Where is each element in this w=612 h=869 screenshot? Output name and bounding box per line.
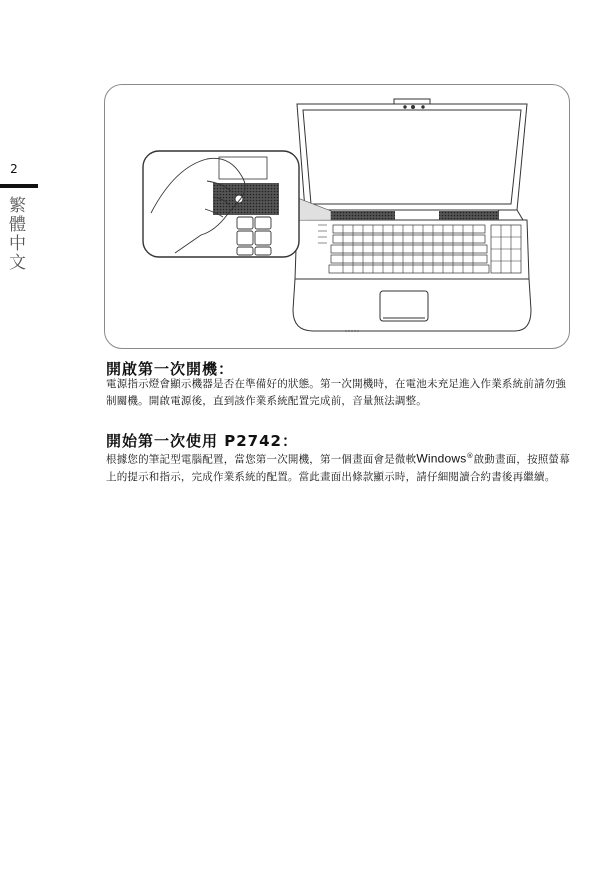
body-text-start: 根據您的筆記型電腦配置，當您第一次開機，第一個畫面會是微軟 (106, 453, 417, 466)
sidebar-divider (0, 184, 38, 188)
zoom-inset (143, 151, 331, 257)
laptop-lid (297, 99, 527, 210)
keyboard-keys (329, 225, 521, 273)
body-text-end: 啟動畫面，按照螢幕上的提示和指示，完成作業系統的配置。當此畫面出條款顯示時，請仔細閱讀合約書後再繼續。 (106, 453, 570, 483)
model-name: P2742 (224, 432, 282, 450)
right-speaker (439, 211, 499, 220)
section-heading-first-boot: 開啟第一次開機： (106, 360, 235, 378)
heading-suffix: ： (281, 432, 298, 450)
section-body-first-use (106, 448, 572, 486)
laptop-illustration (104, 84, 570, 349)
page-number: 2 (10, 162, 18, 176)
laptop-drawing (105, 85, 571, 350)
registered-mark: ® (466, 452, 474, 460)
heading-prefix: 開始第一次使用 (106, 432, 225, 450)
windows-brand: Windows (416, 451, 467, 466)
section-body-first-boot: 電源指示燈會顯示機器是否在準備好的狀態。第一次開機時，在電池未充足進入作業系統前請勿強制關機。開啟電源後，直到該作業系統配置完成前，音量無法調整。 (106, 378, 567, 407)
left-speaker (331, 211, 395, 220)
language-label: 繁體中文 (5, 196, 25, 272)
